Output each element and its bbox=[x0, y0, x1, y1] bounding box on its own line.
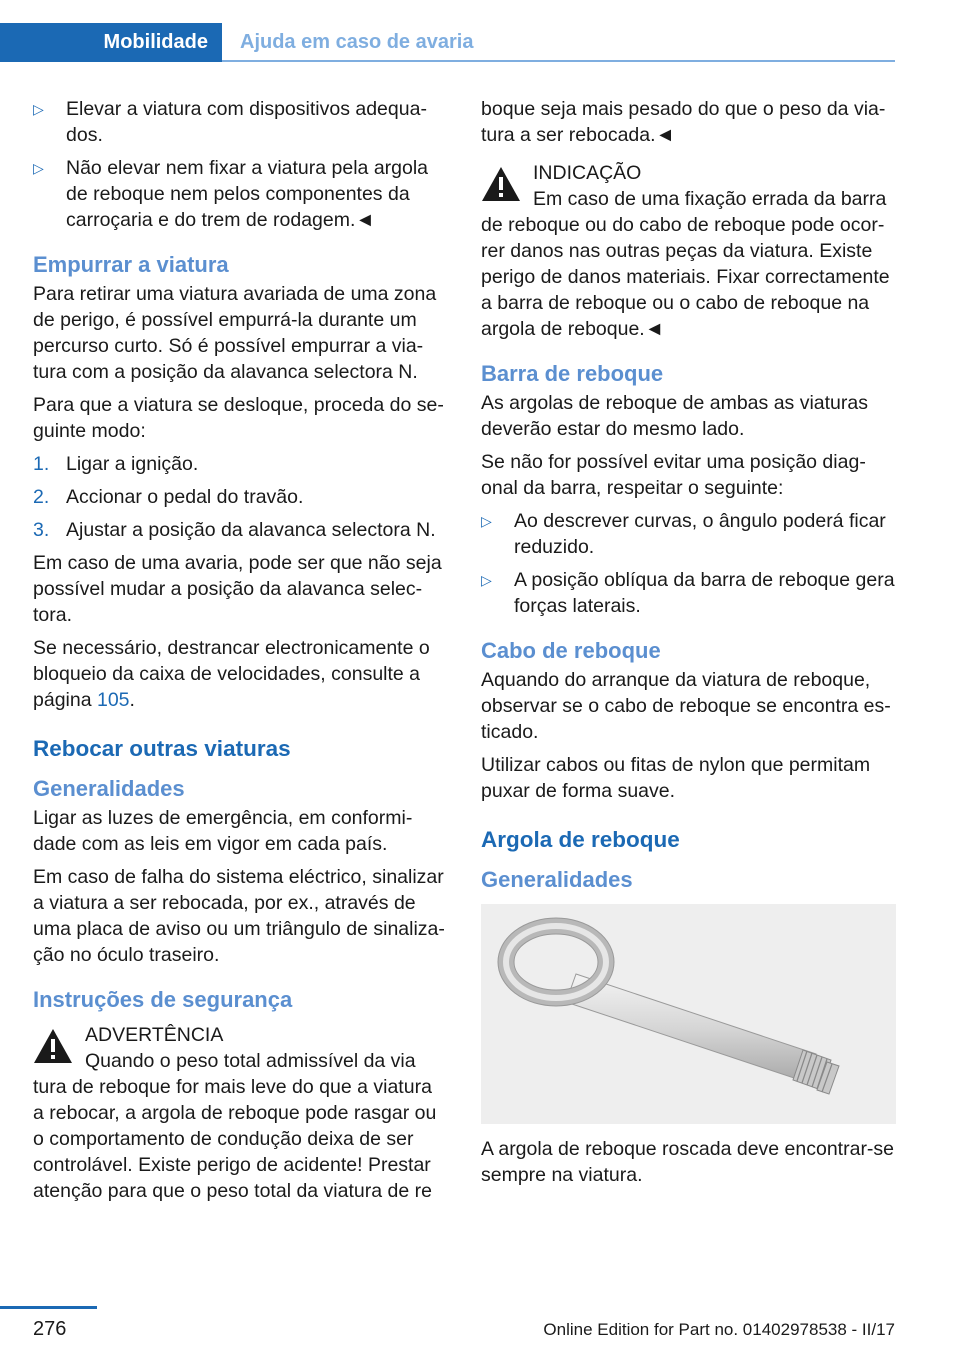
note-block bbox=[481, 160, 896, 342]
paragraph: A argola de reboque roscada deve encontrar-se sempre na viatura. bbox=[481, 1138, 895, 1186]
edition-info: Online Edition for Part no. 01402978538 - II/17 bbox=[543, 1320, 895, 1339]
bullet-list-lifting bbox=[33, 96, 448, 233]
paragraph: boque seja mais pesado do que o peso da viatura a ser rebocada.◄ bbox=[481, 98, 886, 146]
tow-hook-figure bbox=[481, 904, 896, 1124]
footer-rule bbox=[0, 1306, 97, 1309]
list-item: ▷ Não elevar nem fixar a viatura pela argola de reboque nem pelos componentes da carroçaria e do trem de rodagem.◄ bbox=[33, 157, 429, 231]
right-column bbox=[481, 96, 896, 1195]
bullet-triangle-icon: ▷ bbox=[33, 101, 44, 117]
warning-block bbox=[33, 1022, 448, 1204]
list-item: ▷ Elevar a viatura com dispositivos adequados. bbox=[33, 98, 427, 146]
heading-empurrar: Empurrar a viatura bbox=[33, 252, 229, 277]
left-column bbox=[33, 96, 448, 1211]
header-chapter-tab[interactable]: Ajuda em caso de avaria bbox=[240, 31, 474, 53]
paragraph: Aquando do arranque da viatura de reboque, observar se o cabo de reboque se encontra esticado. bbox=[481, 669, 891, 743]
note-title: INDICAÇÃO bbox=[533, 162, 642, 184]
warning-text: tura de reboque for mais leve do que a viatura a rebocar, a argola de reboque pode rasgar ou o comportamento de condução deixa de ser controlável. Existe perigo de acidente! Prestar atenção para que o peso total da viatura de re bbox=[33, 1076, 437, 1202]
bullet-list-barra bbox=[481, 508, 896, 619]
numbered-steps bbox=[33, 451, 448, 543]
bullet-triangle-icon: ▷ bbox=[481, 572, 492, 588]
paragraph: Se necessário, destrancar electronicamente o bloqueio da caixa de velocidades, consulte a página 105. bbox=[33, 637, 430, 711]
tow-hook-icon bbox=[481, 904, 896, 1124]
warning-triangle-icon bbox=[33, 1028, 73, 1064]
note-text-first: Em caso de uma fixação errada da barra bbox=[533, 188, 887, 210]
list-item: ▷ Ao descrever curvas, o ângulo poderá ficar reduzido. bbox=[481, 510, 886, 558]
paragraph: Em caso de falha do sistema eléctrico, sinalizar a viatura a ser rebocada, por ex., através de uma placa de aviso ou um triângulo de sinalização no óculo traseiro. bbox=[33, 866, 445, 966]
heading-barra: Barra de reboque bbox=[481, 361, 664, 386]
paragraph: Para que a viatura se desloque, proceda do seguinte modo: bbox=[33, 394, 444, 442]
paragraph: Ligar as luzes de emergência, em conformidade com as leis em vigor em cada país. bbox=[33, 807, 413, 855]
bullet-triangle-icon: ▷ bbox=[481, 513, 492, 529]
bullet-triangle-icon: ▷ bbox=[33, 160, 44, 176]
heading-cabo: Cabo de reboque bbox=[481, 638, 661, 663]
page-header bbox=[0, 0, 895, 62]
heading-argola-generalidades: Generalidades bbox=[481, 867, 633, 892]
heading-seguranca: Instruções de segurança bbox=[33, 987, 293, 1012]
heading-generalidades: Generalidades bbox=[33, 776, 185, 801]
header-section-tab[interactable]: Mobilidade bbox=[0, 23, 222, 62]
warning-title: ADVERTÊNCIA bbox=[85, 1024, 224, 1046]
page-link[interactable]: 105 bbox=[96, 689, 130, 711]
note-text: de reboque ou do cabo de reboque pode ocorrer danos nas outras peças da viatura. Existe perigo de danos materiais. Fixar correctamente a barra de reboque ou o cabo de reboque na argola de reboque.◄ bbox=[481, 214, 890, 340]
list-item: ▷ A posição oblíqua da barra de reboque gera forças laterais. bbox=[481, 569, 895, 617]
paragraph: Utilizar cabos ou fitas de nylon que permitam puxar de forma suave. bbox=[481, 754, 871, 802]
list-item: 2. Accionar o pedal do travão. bbox=[33, 486, 304, 508]
page-number: 276 bbox=[33, 1318, 67, 1340]
warning-triangle-icon bbox=[481, 166, 521, 202]
heading-rebocar: Rebocar outras viaturas bbox=[33, 736, 291, 761]
paragraph: Em caso de uma avaria, pode ser que não seja possível mudar a posição da alavanca selectora. bbox=[33, 552, 442, 626]
header-rule bbox=[222, 60, 895, 62]
list-item: 1. Ligar a ignição. bbox=[33, 453, 199, 475]
list-item: 3. Ajustar a posição da alavanca selectora N. bbox=[33, 519, 436, 541]
warning-text-first: Quando o peso total admissível da via bbox=[85, 1050, 416, 1072]
paragraph: As argolas de reboque de ambas as viaturas deverão estar do mesmo lado. bbox=[481, 392, 868, 440]
paragraph: Para retirar uma viatura avariada de uma zona de perigo, é possível empurrá-la durante um percurso curto. Só é possível empurrar a viatura com a posição da alavanca selectora N. bbox=[33, 283, 437, 383]
heading-argola: Argola de reboque bbox=[481, 827, 680, 852]
paragraph: Se não for possível evitar uma posição diagonal da barra, respeitar o seguinte: bbox=[481, 451, 866, 499]
